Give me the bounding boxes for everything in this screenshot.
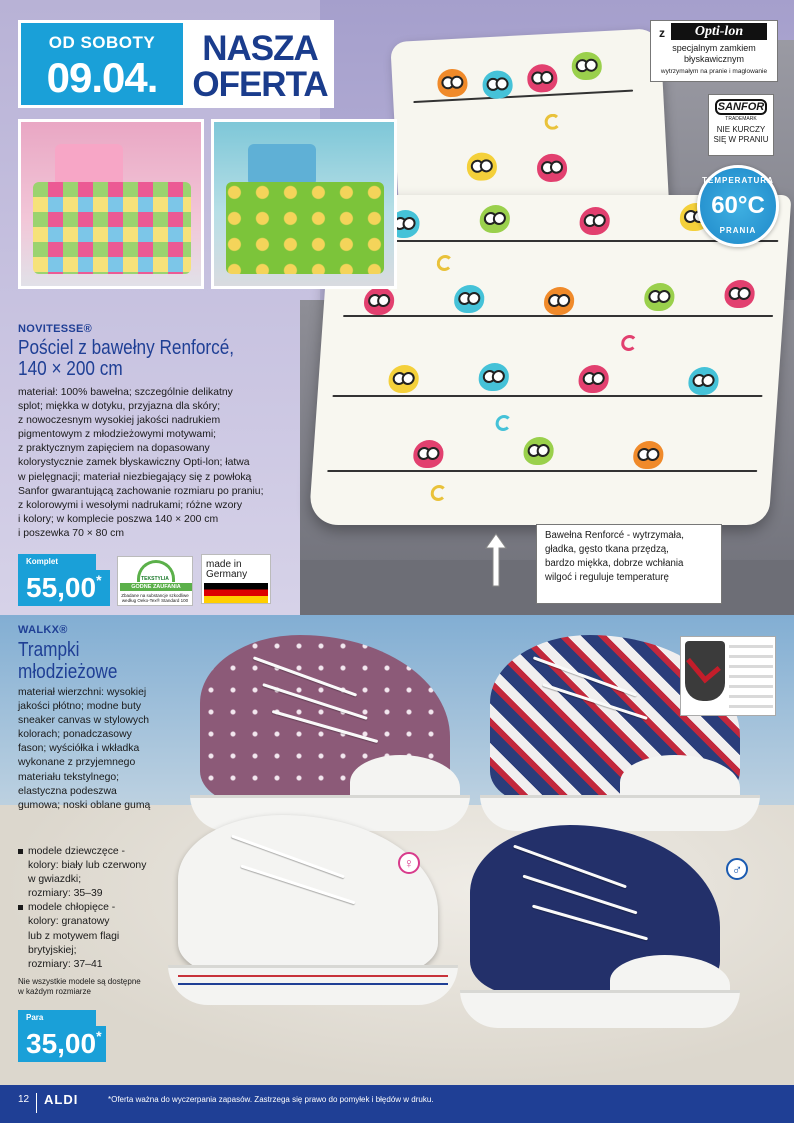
sanfor-logo: SANFOR — [715, 99, 767, 115]
promo-date-small: OD SOBOTY — [48, 33, 156, 52]
renforce-callout: Bawełna Renforcé - wytrzymała, gładka, gęsto tkana przędzą, bardzo miękka, dobrze wchłania wilgoć i reguluje temperaturę — [536, 524, 722, 604]
made-in-germany-badge: made in Germany — [201, 554, 271, 604]
male-symbol-icon: ♂ — [726, 858, 748, 880]
wash-temperature-badge: TEMPERATURA 60°C PRANIA — [697, 165, 779, 247]
bureau-veritas-quality-badge — [680, 636, 776, 716]
product2-price-label: Para — [18, 1010, 96, 1026]
page-footer — [0, 1085, 794, 1123]
product1-price: 55,00* — [18, 570, 110, 606]
product2-description: materiał wierzchni: wysokiej jakości płótno; modne buty sneaker canvas w stylowych kolorach; ponadczasowy fason; wyściółka i wkładka wykonane z przyjemnego materiału tekstylnego; elastyczna podeszwa gumowa; noski oblane gumą — [18, 687, 151, 811]
bedding-variant-pink-photo — [18, 119, 204, 289]
bedding-variant-green-photo — [211, 119, 397, 289]
product2-title-line2: młodzieżowe — [18, 661, 118, 683]
wash-temperature-value: 60°C — [711, 192, 765, 219]
promo-date-badge — [18, 20, 186, 108]
arrow-up-icon — [484, 530, 508, 590]
product1-description: materiał: 100% bawełna; szczególnie delikatny splot; miękka w dotyku, przyjazna dla skóry; z nowoczesnym wysokiej jakości nadrukiem pigmentowym z młodzieżowymi motywami; z praktycznym zapięciem na dopasowany kolorystycznie zamek błyskawiczny Opti-lon; łatwa w pielęgnacji; materiał niezbiegający się z powłoką Sanfor gwarantującą zachowanie rozmiaru po praniu; z kolorowymi i wesołymi nadrukami; różne wzory i kolory; w komplecie poszwa 140 × 200 cm i poszewka 70 × 80 cm — [18, 387, 264, 539]
product2-availability-note: Nie wszystkie modele są dostępne w każdym rozmiarze — [18, 977, 141, 996]
sneaker-white-image — [158, 815, 468, 1015]
product2-price: 35,00* — [18, 1026, 106, 1062]
aldi-logo: ALDI — [44, 1092, 79, 1107]
german-flag-icon — [204, 583, 268, 603]
bureau-veritas-shield-icon — [685, 641, 725, 701]
product1-title-line1: Pościel z bawełny Renforcé, — [18, 337, 235, 359]
product1-price-label: Komplet — [18, 554, 96, 570]
oeko-tex-badge: TEKSTYLIA GODNE ZAUFANIA Zbadane na substancje szkodliwe według Oeko-Tex® Standard 100 — [117, 556, 193, 606]
sneaker-navy-image — [450, 825, 740, 1035]
sneaker-purple-stars-image — [180, 635, 470, 835]
product2-title-line1: Trampki — [18, 639, 80, 661]
promo-offer-line1: NASZA — [202, 29, 318, 68]
list-item: modele chłopięce - kolory: granatowy lub z motywem flagi brytyjskiej; rozmiary: 37–41 — [18, 901, 158, 971]
promo-offer-line2: OFERTA — [192, 65, 328, 104]
promo-offer-badge — [186, 20, 334, 108]
product2-brand: WALKX® — [18, 624, 68, 636]
page-number: 12 — [18, 1094, 30, 1105]
optilon-badge: z Opti-lon specjalnym zamkiem błyskawicznym wytrzymałym na pranie i maglowanie — [650, 20, 778, 82]
female-symbol-icon: ♀ — [398, 852, 420, 874]
list-item: modele dziewczęce - kolory: biały lub czerwony w gwiazdki; rozmiary: 35–39 — [18, 845, 158, 901]
footer-disclaimer: *Oferta ważna do wyczerpania zapasów. Zastrzega się prawo do pomyłek i błędów w druku. — [108, 1095, 434, 1104]
optilon-logo: Opti-lon — [671, 23, 767, 40]
product1-title-line2: 140 × 200 cm — [18, 358, 123, 380]
product1-brand: NOVITESSE® — [18, 323, 93, 335]
product2-variants-list — [18, 845, 158, 972]
promo-date-big: 09.04. — [46, 54, 158, 101]
sanfor-badge: SANFOR TRADEMARK NIE KURCZY SIĘ W PRANIU — [708, 94, 774, 156]
